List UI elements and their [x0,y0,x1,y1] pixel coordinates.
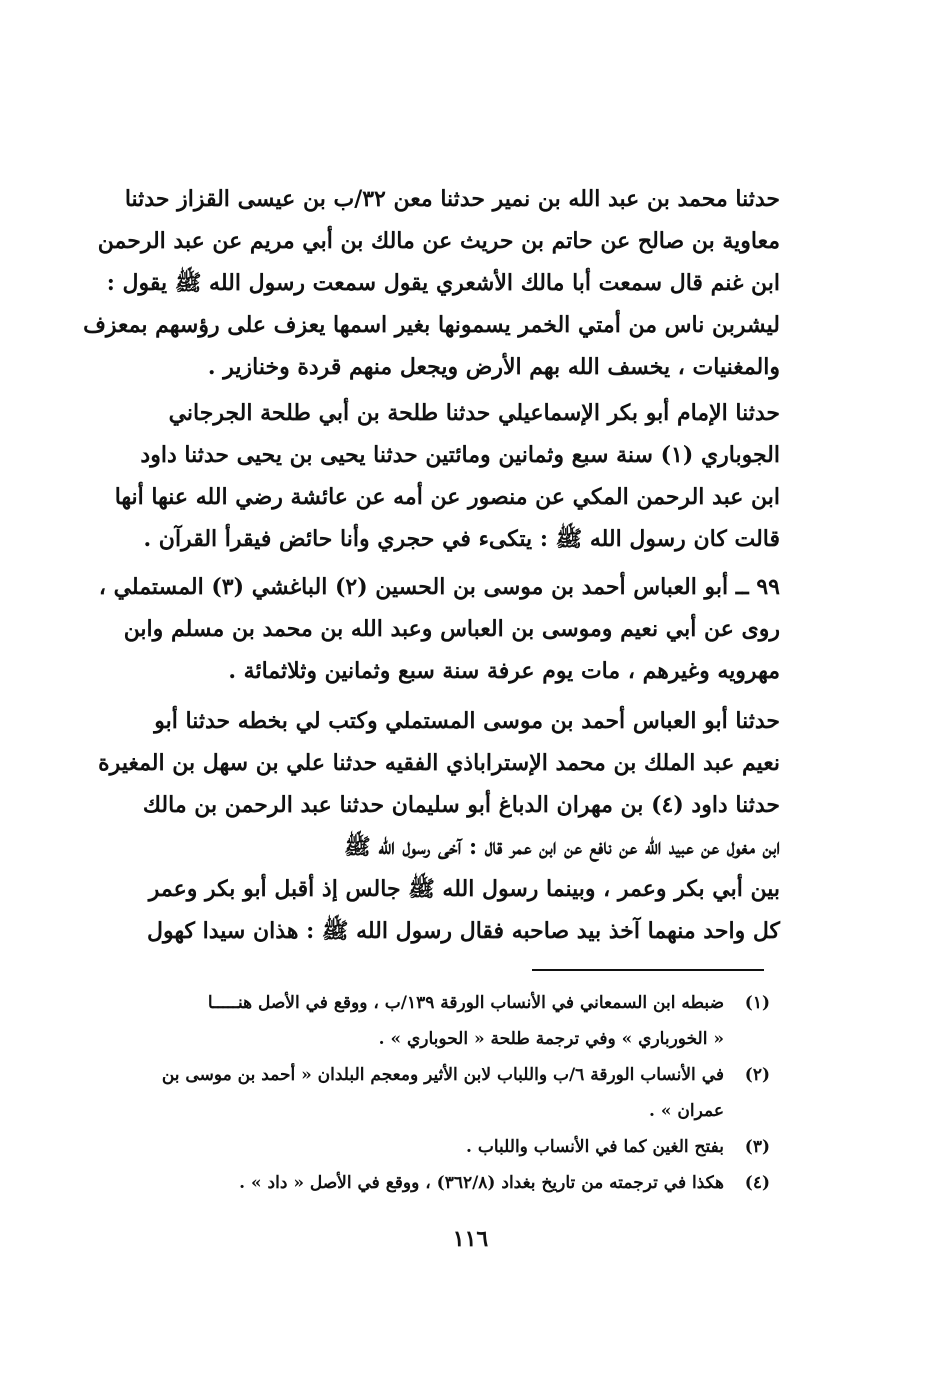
text-line: والمغنيات ، يخسف الله بهم الأرض ويجعل منهم قردة وخنازير . [207,354,780,380]
footnote-number: (٢) [744,1065,770,1085]
text-line: الجوباري (١) سنة سبع وثمانين ومائتين حدثنا يحيى بن يحيى حدثنا داود [140,442,780,468]
text-line: معاوية بن صالح عن حاتم بن حريث عن مالك بن أبي مريم عن عبد الرحمن [97,228,780,254]
text-line: ابن غنم قال سمعت أبا مالك الأشعري يقول سمعت رسول الله ﷺ يقول : [106,270,780,296]
paragraph-2 [114,392,780,560]
footnote-2 [118,1057,770,1093]
footnote-1-continuation: « الخورباري » وفي ترجمة طلحة « الحوباري » . [378,1029,724,1049]
footnote-text: هكذا في ترجمته من تاريخ بغداد (٣٦٢/٨) ، ووقع في الأصل « داد » . [239,1173,724,1193]
page-number: ١١٦ [452,1226,489,1252]
text-line: بين أبي بكر وعمر ، وبينما رسول الله ﷺ جالس إذ أقبل أبو بكر وعمر [148,876,780,902]
footnote-1 [118,985,770,1021]
text-line: نعيم عبد الملك بن محمد الإستراباذي الفقيه حدثنا علي بن سهل بن المغيرة [98,750,780,776]
text-line: حدثنا الإمام أبو بكر الإسماعيلي حدثنا طلحة بن أبي طلحة الجرجاني [168,400,780,426]
paragraph-3 [98,566,780,692]
paragraph-1 [83,178,780,388]
text-line: ابن عبد الرحمن المكي عن منصور عن أمه عن عائشة رضي الله عنها أنها [114,484,780,510]
footnote-number: (١) [744,993,770,1013]
text-line: ٩٩ ــ أبو العباس أحمد بن موسى بن الحسين (٢) الباغشي (٣) المستملي ، [98,574,780,600]
text-line: حدثنا داود (٤) بن مهران الدباغ أبو سليمان حدثنا عبد الرحمن بن مالك [142,792,780,818]
footnote-text: في الأنساب الورقة ٦/ب واللباب لابن الأثير ومعجم البلدان « أحمد بن موسى بن [161,1065,724,1085]
footnotes [118,985,770,1201]
footnote-divider [532,969,764,971]
text-line: حدثنا أبو العباس أحمد بن موسى المستملي وكتب لي بخطه حدثنا أبو [154,708,780,734]
paragraph-4 [98,700,780,952]
footnote-number: (٤) [744,1173,770,1193]
text-line: كل واحد منهما آخذ بيد صاحبه فقال رسول الله ﷺ : هذان سيدا كهول [146,918,780,944]
footnote-text: بفتح الغين كما في الأنساب واللباب . [466,1137,724,1157]
footnote-number: (٣) [744,1137,770,1157]
text-line: ليشربن ناس من أمتي الخمر يسمونها بغير اسمها يعزف على رؤسهم بمعزف [83,312,780,338]
text-line: ابن مغول عن عبيد الله عن نافع عن ابن عمر قال : آخى رسول الله ﷺ [344,834,780,860]
footnote-text: ضبطه ابن السمعاني في الأنساب الورقة ١٣٩/ب ، ووقع في الأصل هنـــــا [207,993,724,1013]
footnote-2-continuation: عمران » . [649,1101,724,1121]
footnote-4 [118,1165,770,1201]
text-line: حدثنا محمد بن عبد الله بن نمير حدثنا معن ٣٢/ب بن عيسى القزاز حدثنا [124,186,780,212]
text-line: قالت كان رسول الله ﷺ : يتكىء في حجري وأنا حائض فيقرأ القرآن . [143,526,780,552]
footnote-3 [118,1129,770,1165]
text-line: مهرويه وغيرهم ، مات يوم عرفة سنة سبع وثمانين وثلاثمائة . [228,658,780,684]
text-line: روى عن أبي نعيم وموسى بن العباس وعبد الله بن محمد بن مسلم وابن [123,616,780,642]
